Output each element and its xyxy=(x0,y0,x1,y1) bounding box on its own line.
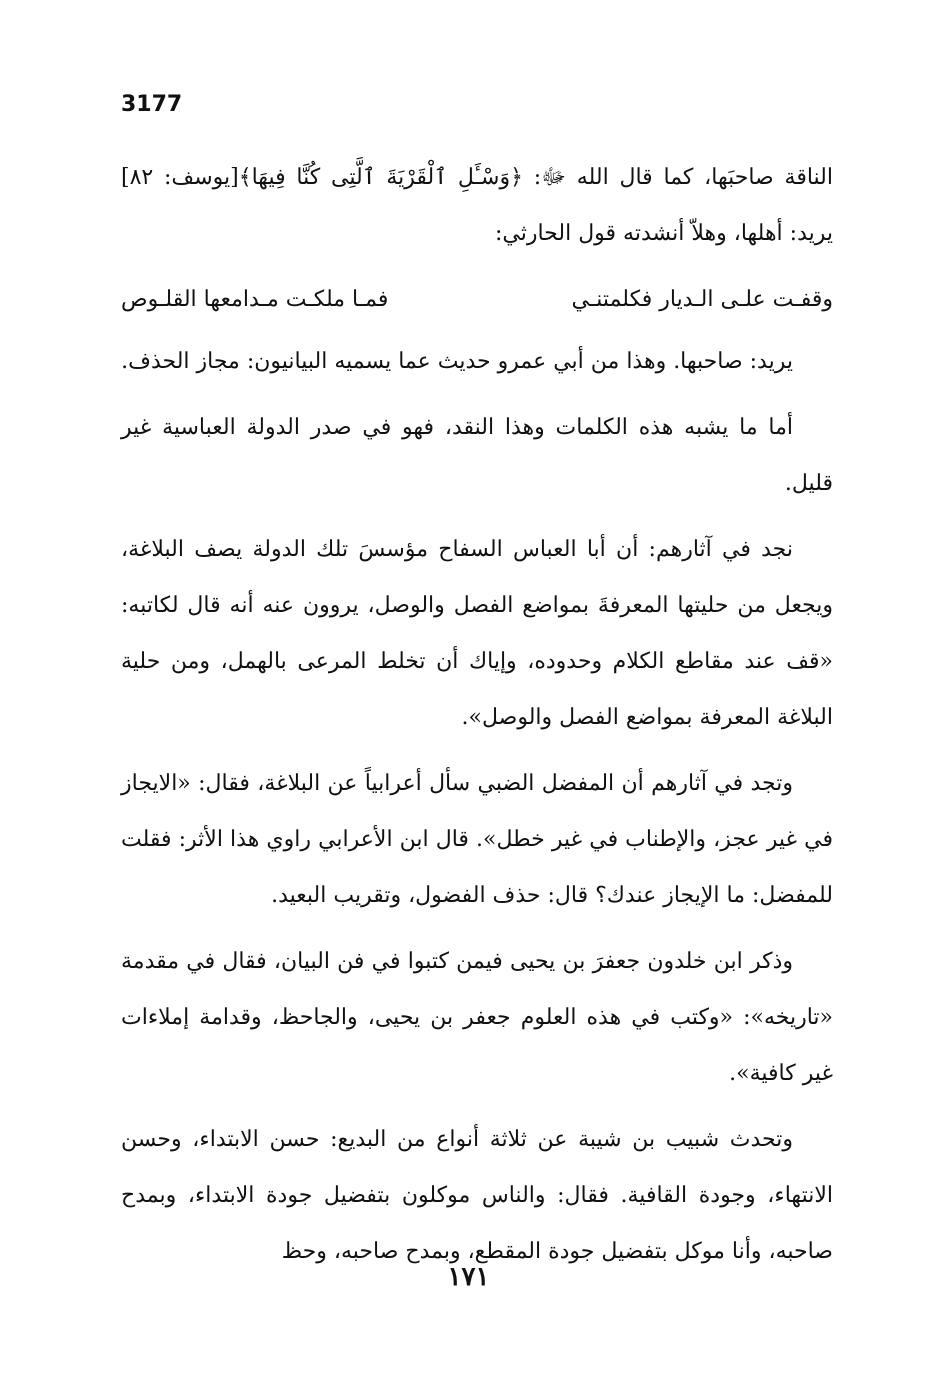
poem-first-hemistich: وقفـت علـى الـديار فكلمتنـي xyxy=(571,287,833,312)
paragraph: يريد: صاحبها. وهذا من أبي عمرو حديث عما يسميه البيانيون: مجاز الحذف. xyxy=(121,349,793,374)
poem-second-hemistich: فمـا ملكـت مـدامعها القلـوص xyxy=(121,287,389,312)
paragraph: أما ما يشبه هذه الكلمات وهذا النقد، فهو في صدر الدولة العباسية غير قليل. xyxy=(121,415,833,496)
paragraph: وتحدث شبيب بن شيبة عن ثلاثة أنواع من البديع: حسن الابتداء، وحسن الانتهاء، وجودة القافية. فقال: والناس موكلون بتفضيل جودة الابتداء، وبمدح صاحبه، وأنا موكل بتفضيل جودة المقطع، وبمدح صاحبه، وحظ xyxy=(121,1127,833,1264)
poem-verse xyxy=(121,272,833,328)
paragraph: وتجد في آثارهم أن المفضل الضبي سأل أعرابياً عن البلاغة، فقال: «الايجاز في غير عجز، والإطناب في غير خطل». قال ابن الأعرابي راوي هذا الأثر: فقلت للمفضل: ما الإيجاز عندك؟ قال: حذف الفضول، وتقريب البعيد. xyxy=(121,771,833,908)
page-id: 3177 xyxy=(121,92,183,117)
intro-paragraph: الناقة صاحبَها، كما قال الله ﷻ: ﴿وَسْـَٔلِ ٱلْقَرْيَةَ ٱلَّتِى كُنَّا فِيهَا﴾[يوسف: ٨٢] يريد: أهلها، وهلاّ أنشدته قول الحارثي: xyxy=(121,165,833,246)
page-number: ١٧١ xyxy=(447,1262,490,1292)
paragraph: وذكر ابن خلدون جعفرَ بن يحيى فيمن كتبوا في فن البيان، فقال في مقدمة «تاريخه»: «وكتب في هذه العلوم جعفر بن يحيى، والجاحظ، وقدامة إملاءات غير كافية». xyxy=(121,949,833,1086)
body-text xyxy=(121,150,833,1290)
paragraph: نجد في آثارهم: أن أبا العباس السفاح مؤسسَ تلك الدولة يصف البلاغة، ويجعل من حليتها المعرفةَ بمواضع الفصل والوصل، يروون عنه أنه قال لكاتبه: «قف عند مقاطع الكلام وحدوده، وإياك أن تخلط المرعى بالهمل، ومن حلية البلاغة المعرفة بمواضع الفصل والوصل». xyxy=(121,537,833,730)
